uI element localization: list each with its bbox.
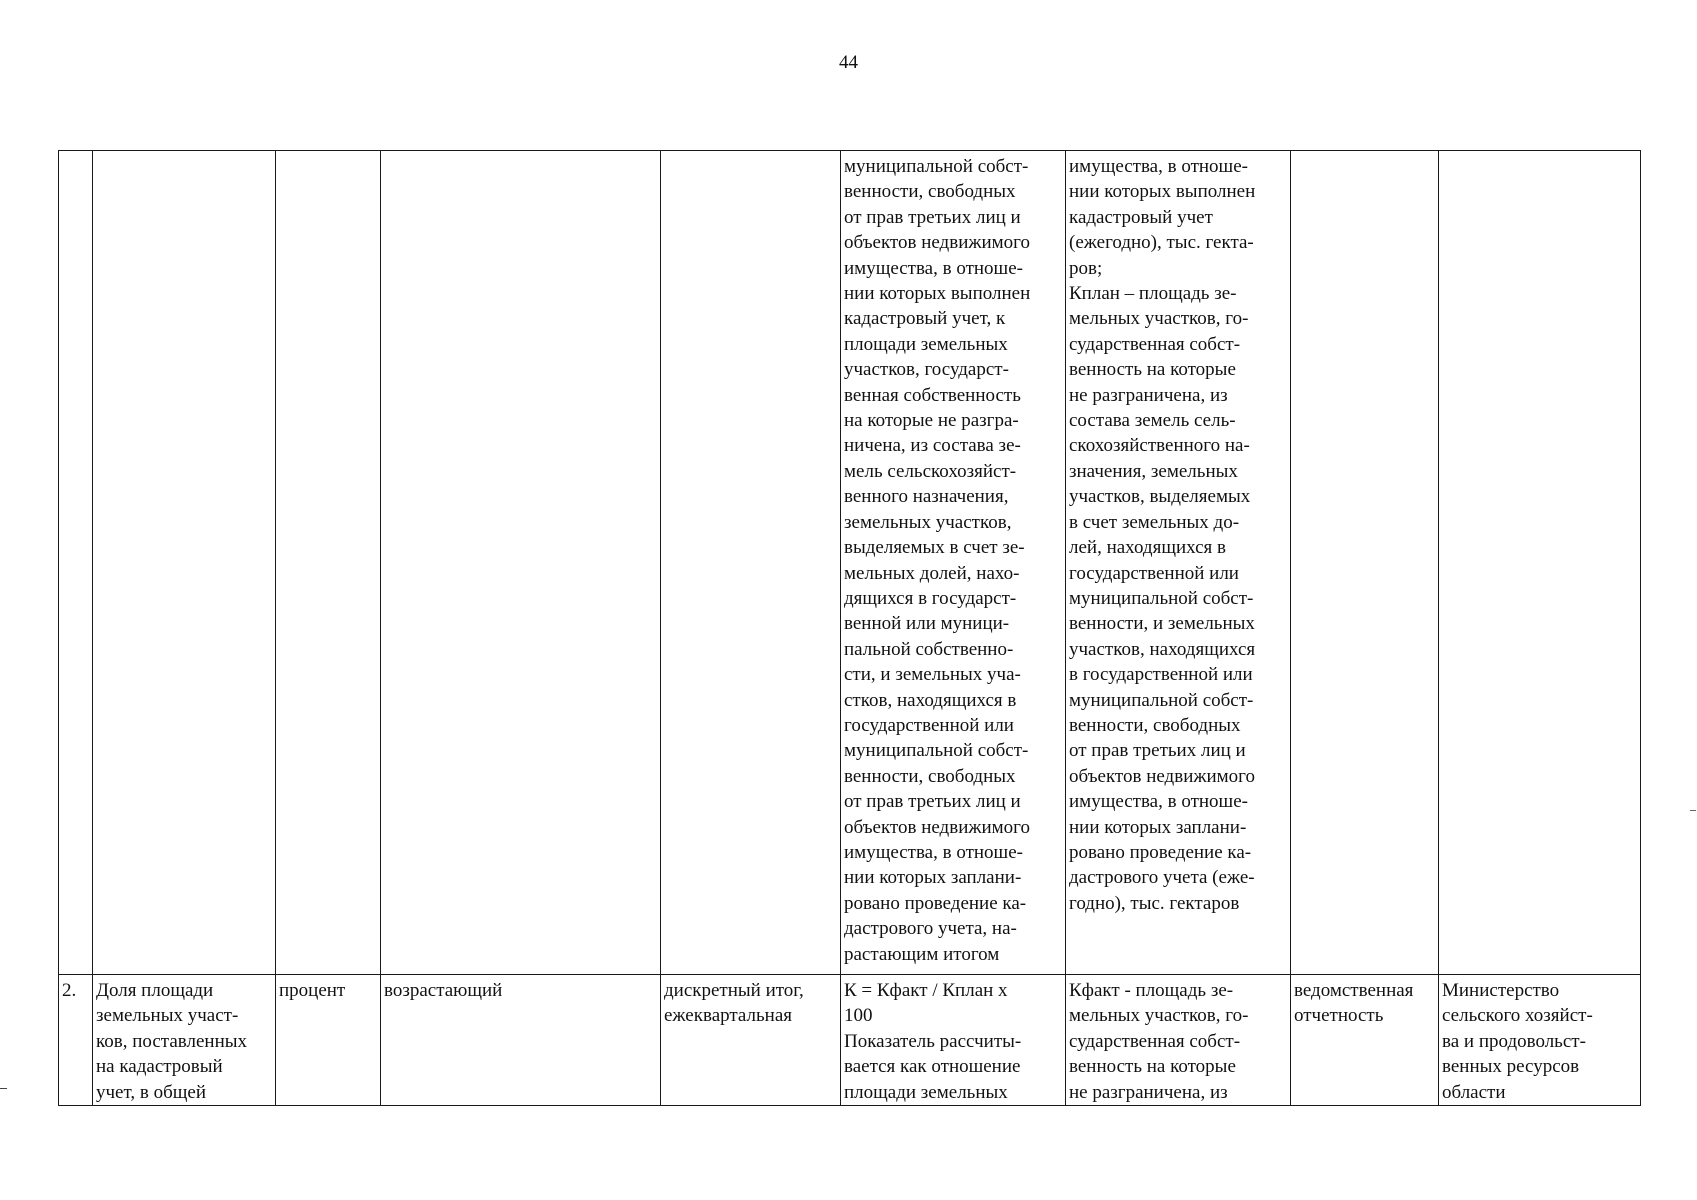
cell-indicator-empty xyxy=(93,151,276,975)
cell-indicator-name: Доля площади земельных участ- ков, поставленных на кадастровый учет, в общей xyxy=(93,975,276,1106)
cell-formula-continuation: муниципальной собст- венности, свободных от прав третьих лиц и объектов недвижимого имущества, в отноше- нии которых выполнен кадастровый учет, к площади земельных участков, государст- венная собственность на которые не разгра- ничена, из состава зе- мель сельскохозяйст- венного назначения, земельных участков, выделяемых в счет зе- мельных долей, нахо- дящихся в государст- венной или муници- пальной собственно- сти, и земельных уча- стков, находящихся в государственной или муниципальной собст- венности, свободных от прав третьих лиц и объектов недвижимого имущества, в отноше- нии которых заплани- ровано проведение ка- дастрового учета, на- растающим итогом xyxy=(841,151,1066,975)
cell-type-empty xyxy=(381,151,661,975)
cell-number-empty xyxy=(59,151,93,975)
scan-mark-left xyxy=(0,1088,7,1089)
cell-source-empty xyxy=(1291,151,1439,975)
cell-variables: Кфакт - площадь зе- мельных участков, го- сударственная собст- венность на которые не разграничена, из xyxy=(1066,975,1291,1106)
cell-responsible: Министерство сельского хозяйст- ва и продовольст- венных ресурсов области xyxy=(1439,975,1641,1106)
cell-periodicity-empty xyxy=(661,151,841,975)
cell-unit-empty xyxy=(276,151,381,975)
cell-responsible-empty xyxy=(1439,151,1641,975)
cell-type: возрастающий xyxy=(381,975,661,1106)
cell-unit: процент xyxy=(276,975,381,1106)
cell-source: ведомственная отчетность xyxy=(1291,975,1439,1106)
table-row-2 xyxy=(59,975,1641,1106)
cell-variables-continuation: имущества, в отноше- нии которых выполнен кадастровый учет (ежегодно), тыс. гекта- ров; Кплан – площадь зе- мельных участков, го- сударственная собст- венность на которые не разграничена, из состава земель сель- скохозяйственного на- значения, земельных участков, выделяемых в счет земельных до- лей, находящихся в государственной или муниципальной собст- венности, и земельных участков, находящихся в государственной или муниципальной собст- венности, свободных от прав третьих лиц и объектов недвижимого имущества, в отноше- нии которых заплани- ровано проведение ка- дастрового учета (еже- годно), тыс. гектаров xyxy=(1066,151,1291,975)
table-row-continuation xyxy=(59,151,1641,975)
cell-row-number: 2. xyxy=(59,975,93,1106)
scan-mark-right xyxy=(1690,810,1696,811)
cell-formula: К = Кфакт / Кплан х 100 Показатель рассчиты- вается как отношение площади земельных xyxy=(841,975,1066,1106)
cell-periodicity: дискретный итог, ежеквартальная xyxy=(661,975,841,1106)
page-number: 44 xyxy=(839,52,858,73)
indicators-table xyxy=(58,150,1641,1106)
